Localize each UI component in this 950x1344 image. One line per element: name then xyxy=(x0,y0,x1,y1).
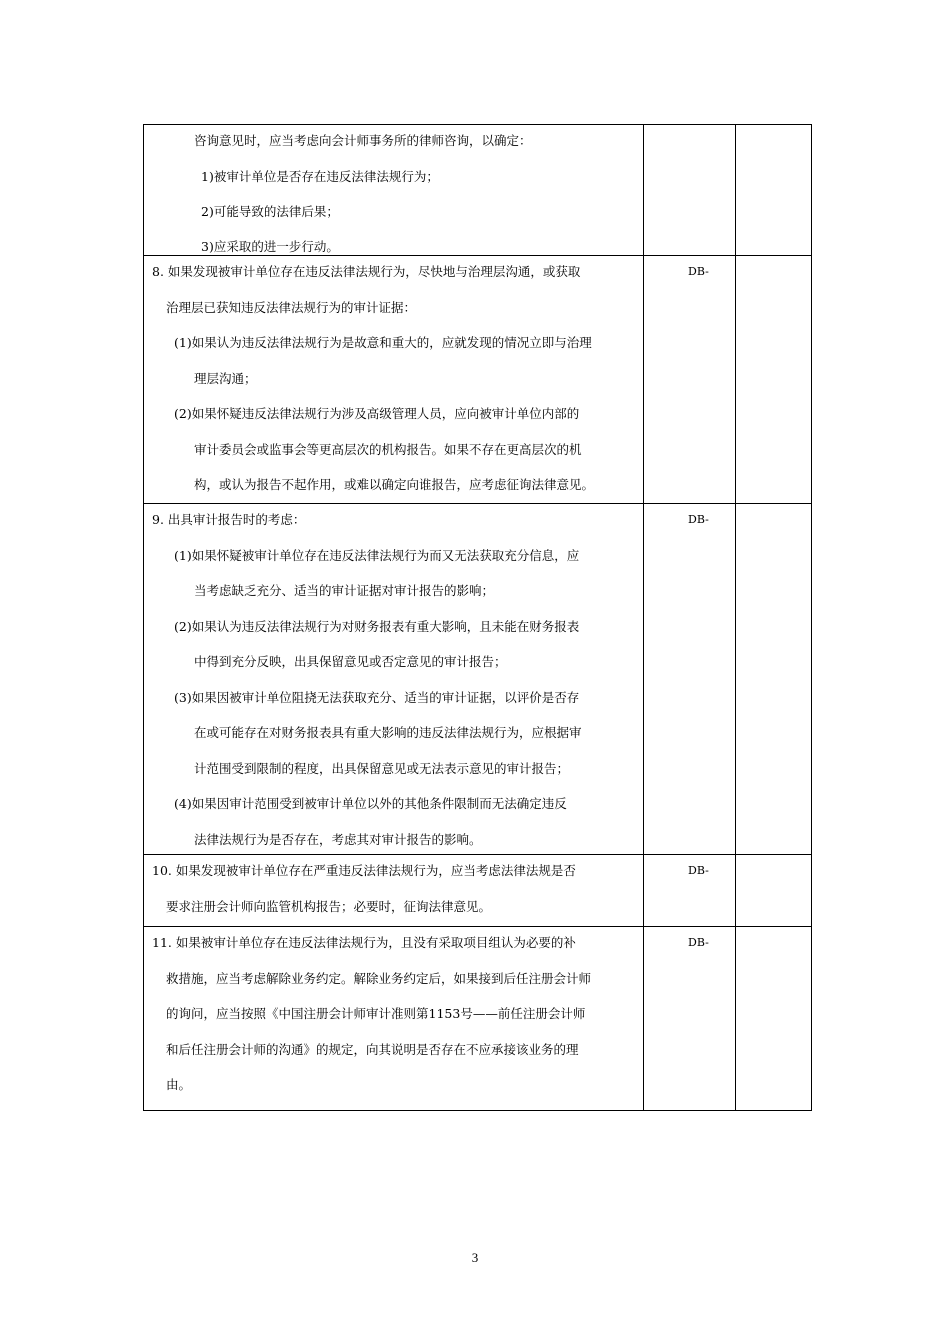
procedure-line: 由。 xyxy=(166,1077,192,1092)
procedure-line: (1)如果认为违反法律法规行为是故意和重大的，应就发现的情况立即与治理 xyxy=(174,335,592,350)
table-row xyxy=(144,125,812,256)
procedure-line: (2)如果怀疑违反法律法规行为涉及高级管理人员，应向被审计单位内部的 xyxy=(174,406,580,421)
procedure-line: 要求注册会计师向监管机构报告；必要时，征询法律意见。 xyxy=(166,899,492,914)
procedure-line: 构，或认为报告不起作用，或难以确定向谁报告，应考虑征询法律意见。 xyxy=(194,477,595,492)
procedure-line: 审计委员会或监事会等更高层次的机构报告。如果不存在更高层次的机 xyxy=(194,442,582,457)
procedure-line: (1)如果怀疑被审计单位存在违反法律法规行为而又无法获取充分信息，应 xyxy=(174,548,580,563)
table-row xyxy=(144,927,812,1111)
procedure-line: 3)应采取的进一步行动。 xyxy=(201,239,339,254)
procedure-line: (3)如果因被审计单位阻挠无法获取充分、适当的审计证据，以评价是否存 xyxy=(174,690,580,705)
procedure-line: 10. 如果发现被审计单位存在严重违反法律法规行为，应当考虑法律法规是否 xyxy=(152,863,576,878)
procedure-line: 当考虑缺乏充分、适当的审计证据对审计报告的影响； xyxy=(194,583,495,598)
table-row xyxy=(144,256,812,504)
procedure-cell xyxy=(144,504,644,855)
notes-cell xyxy=(736,504,812,855)
procedure-cell xyxy=(144,256,644,504)
reference-cell: DB- xyxy=(644,256,736,504)
notes-cell xyxy=(736,927,812,1111)
reference-cell: DB- xyxy=(644,504,736,855)
procedure-line: 法律法规行为是否存在，考虑其对审计报告的影响。 xyxy=(194,832,482,847)
procedure-line: 2)可能导致的法律后果； xyxy=(201,204,339,219)
procedure-cell xyxy=(144,927,644,1111)
procedure-line: 和后任注册会计师的沟通》的规定，向其说明是否存在不应承接该业务的理 xyxy=(166,1042,579,1057)
procedure-line: 中得到充分反映，出具保留意见或否定意见的审计报告； xyxy=(194,654,507,669)
procedure-line: (2)如果认为违反法律法规行为对财务报表有重大影响，且未能在财务报表 xyxy=(174,619,580,634)
reference-cell: DB- xyxy=(644,855,736,927)
reference-cell xyxy=(644,125,736,256)
notes-cell xyxy=(736,855,812,927)
procedure-line: 计范围受到限制的程度，出具保留意见或无法表示意见的审计报告； xyxy=(194,761,570,776)
procedure-line: 11. 如果被审计单位存在违反法律法规行为，且没有采取项目组认为必要的补 xyxy=(152,935,576,950)
table-row xyxy=(144,504,812,855)
procedure-line: 1)被审计单位是否存在违反法律法规行为； xyxy=(201,169,439,184)
procedure-line: 在或可能存在对财务报表具有重大影响的违反法律法规行为，应根据审 xyxy=(194,725,582,740)
page-number: 3 xyxy=(471,1250,479,1265)
notes-cell xyxy=(736,125,812,256)
procedure-line: 治理层已获知违反法律法规行为的审计证据： xyxy=(166,300,417,315)
procedure-line: 理层沟通； xyxy=(194,371,257,386)
audit-procedure-table xyxy=(143,124,812,1111)
procedure-cell xyxy=(144,855,644,927)
table-row xyxy=(144,855,812,927)
procedure-line: 的询问，应当按照《中国注册会计师审计准则第1153号——前任注册会计师 xyxy=(166,1006,586,1021)
procedure-line: 救措施，应当考虑解除业务约定。解除业务约定后，如果接到后任注册会计师 xyxy=(166,971,592,986)
reference-cell: DB- xyxy=(644,927,736,1111)
procedure-line: (4)如果因审计范围受到被审计单位以外的其他条件限制而无法确定违反 xyxy=(174,796,567,811)
procedure-line: 9. 出具审计报告时的考虑： xyxy=(152,512,306,527)
procedure-line: 咨询意见时，应当考虑向会计师事务所的律师咨询，以确定： xyxy=(194,133,532,148)
notes-cell xyxy=(736,256,812,504)
procedure-cell xyxy=(144,125,644,256)
procedure-line: 8. 如果发现被审计单位存在违反法律法规行为，尽快地与治理层沟通，或获取 xyxy=(152,264,581,279)
